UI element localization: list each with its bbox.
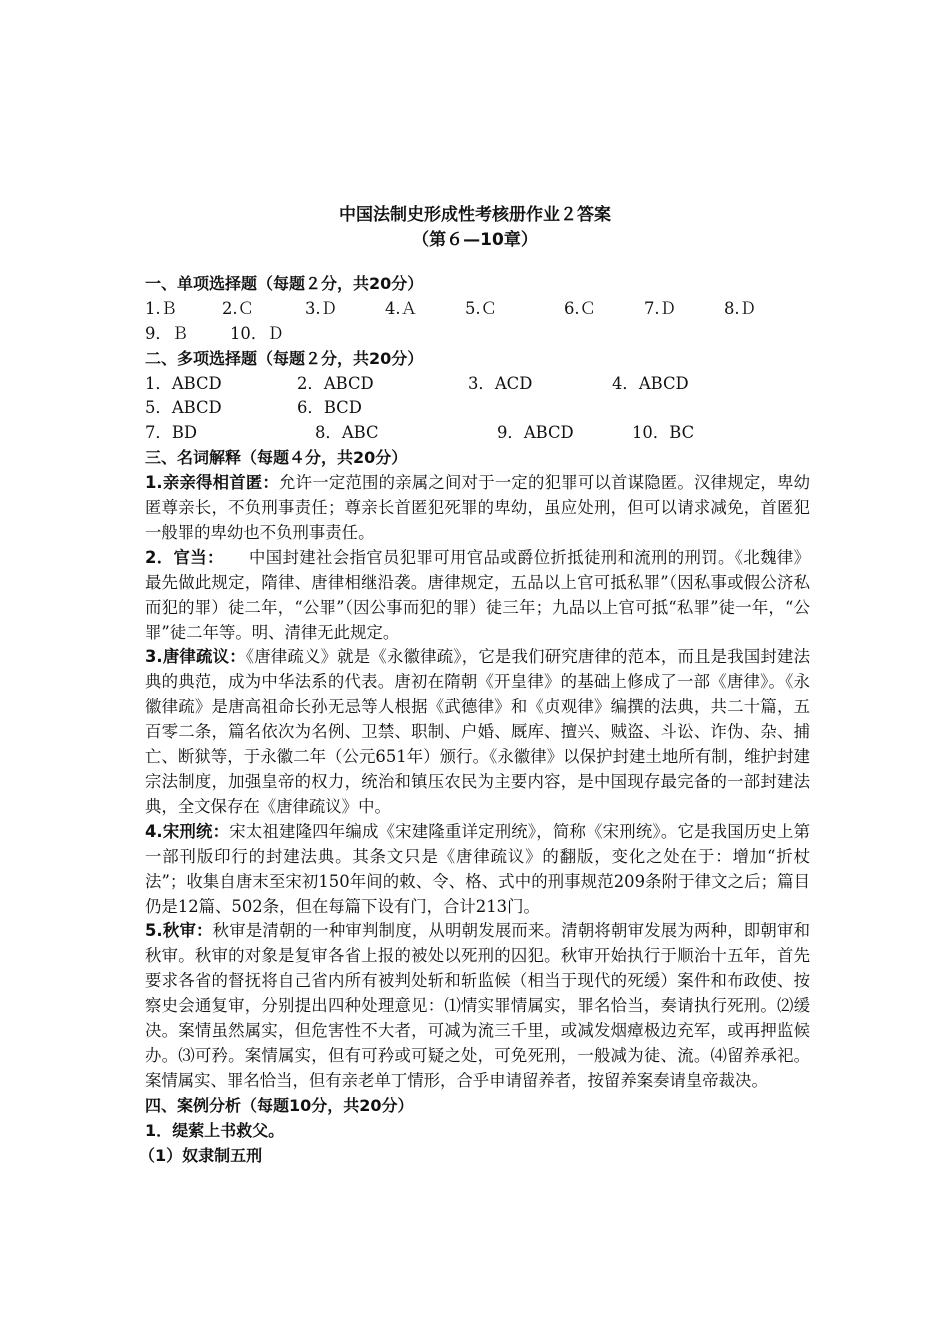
- answer-item: 6．BCD: [297, 398, 362, 418]
- section2-answers-row1: [145, 372, 810, 397]
- section2-heading: 二、多项选择题（每题２分，共20分）: [145, 348, 424, 368]
- answer-item: 7．BD: [145, 423, 198, 443]
- section2-answers-row3: [145, 421, 810, 446]
- definition-text: 《唐律疏义》就是《永徽律疏》，它是我们研究唐律的范本，而且是我国封建法典的典范，成为中华法系的代表。唐初在隋朝《开皇律》的基础上修成了一部《唐律》。《永徽律疏》是唐高祖命长孙无忌等人根据《武德律》和《贞观律》编撰的法典，共二十篇，五百零二条，篇名依次为名例、卫禁、职制、户婚、厩库、擅兴、贼盗、斗讼、诈伪、杂、捕亡、断狱等，于永徽二年（公元651年）颁行。《永徽律》以保护封建土地所有制，维护封建宗法制度，加强皇帝的权力，统治和镇压农民为主要内容，是中国现存最完备的一部封建法典，全文保存在《唐律疏议》中。: [145, 647, 810, 816]
- document-subtitle: （第６—10章）: [412, 230, 538, 250]
- section3-heading: 三、名词解释（每题４分，共20分）: [145, 448, 408, 468]
- definition-term: 1.亲亲得相首匿：: [145, 473, 280, 493]
- answer-item: 3．ACD: [468, 373, 533, 393]
- definition-item-4: [145, 820, 810, 920]
- answer-item: 2.Ｃ: [222, 298, 255, 318]
- answer-item: 8.Ｄ: [724, 298, 757, 318]
- definition-text: 秋审是清朝的一种审判制度，从明朝发展而来。清朝将朝审发展为两种，即朝审和秋审。秋审的对象是复审各省上报的被处以死刑的囚犯。秋审开始执行于顺治十五年，首先要求各省的督抚将自己省内所有被判处斩和斩监候（相当于现代的死缓）案件和布政使、按察史会通复审，分别提出四种处理意见：⑴情实罪情属实，罪名恰当，奏请执行死刑。⑵缓决。案情虽然属实，但危害性不大者，可减为流三千里，或减发烟瘴极边充军，或再押监候办。⑶可矜。案情属实，但有可矜或可疑之处，可免死刑，一般减为徒、流。⑷留养承祀。案情属实、罪名恰当，但有亲老单丁情形，合乎申请留养者，按留养案奏请皇帝裁决。: [145, 921, 810, 1090]
- answer-item: 9．Ｂ: [145, 323, 189, 343]
- answer-item: 10．BC: [632, 423, 695, 443]
- section1-answers-row2: [145, 322, 810, 347]
- answer-item: 1.Ｂ: [145, 298, 178, 318]
- answer-item: 3.Ｄ: [305, 298, 338, 318]
- answer-item: 1．ABCD: [145, 373, 222, 393]
- definition-item-5: [145, 919, 810, 1093]
- section1-heading: 一、单项选择题（每题２分，共20分）: [145, 274, 424, 293]
- definition-text: 宋太祖建隆四年编成《宋建隆重详定刑统》，简称《宋刑统》。它是我国历史上第一部刊版印行的封建法典。其条文只是《唐律疏议》的翻版，变化之处在于：增加“折杖法”；收集自唐末至宋初150年间的敕、令、格、式中的刑事规范209条附于律文之后；篇目仍是12篇、502条，但在每篇下设有门，合计213门。: [145, 821, 810, 916]
- answer-item: 7.Ｄ: [644, 298, 677, 318]
- answer-item: 4.Ａ: [385, 298, 418, 318]
- answer-item: 4．ABCD: [612, 373, 689, 393]
- answer-item: 10．Ｄ: [230, 323, 284, 343]
- definition-term: 4.宋刑统：: [145, 821, 230, 841]
- definition-item-3: [145, 645, 810, 819]
- definition-term: 2．官当：: [145, 547, 216, 567]
- answer-item: 9．ABCD: [497, 423, 574, 443]
- case-title: 1．缇萦上书救父。: [145, 1120, 285, 1140]
- definition-term: 3.唐律疏议：: [145, 647, 246, 667]
- answer-item: 6.Ｃ: [564, 298, 597, 318]
- definition-term: 5.秋审：: [145, 921, 213, 941]
- answer-item: 8．ABC: [315, 423, 379, 443]
- answer-item: 5．ABCD: [145, 398, 222, 418]
- definition-item-1: [145, 471, 810, 546]
- definition-text: 中国封建社会指官员犯罪可用官品或爵位折抵徒刑和流刑的刑罚。《北魏律》最先做此规定，隋律、唐律相继沿袭。唐律规定，五品以上官可抵私罪”（因私事或假公济私而犯的罪）徒二年，“公罪”（因公事而犯的罪）徒三年；九品以上官可抵“私罪”徒一年，“公罪”徒二年等。明、清律无此规定。: [145, 547, 810, 642]
- section1-answers-row1: [145, 297, 810, 322]
- case-subitem: （1）奴隶制五刑: [139, 1145, 263, 1165]
- definition-item-2: [145, 546, 810, 646]
- answer-item: 5.Ｃ: [465, 298, 498, 318]
- document-body: [139, 272, 811, 1168]
- section4-heading: 四、案例分析（每题10分，共20分）: [145, 1095, 414, 1115]
- definition-text: 允许一定范围的亲属之间对于一定的犯罪可以首谋隐匿。汉律规定，卑幼匿尊亲长，不负刑事责任；尊亲长首匿犯死罪的卑幼，虽应处刑，但可以请求减免，首匿犯一般罪的卑幼也不负刑事责任。: [145, 473, 811, 542]
- document-title: 中国法制史形成性考核册作业２答案: [339, 205, 611, 225]
- answer-item: 2．ABCD: [297, 373, 374, 393]
- section2-answers-row2: [145, 396, 810, 421]
